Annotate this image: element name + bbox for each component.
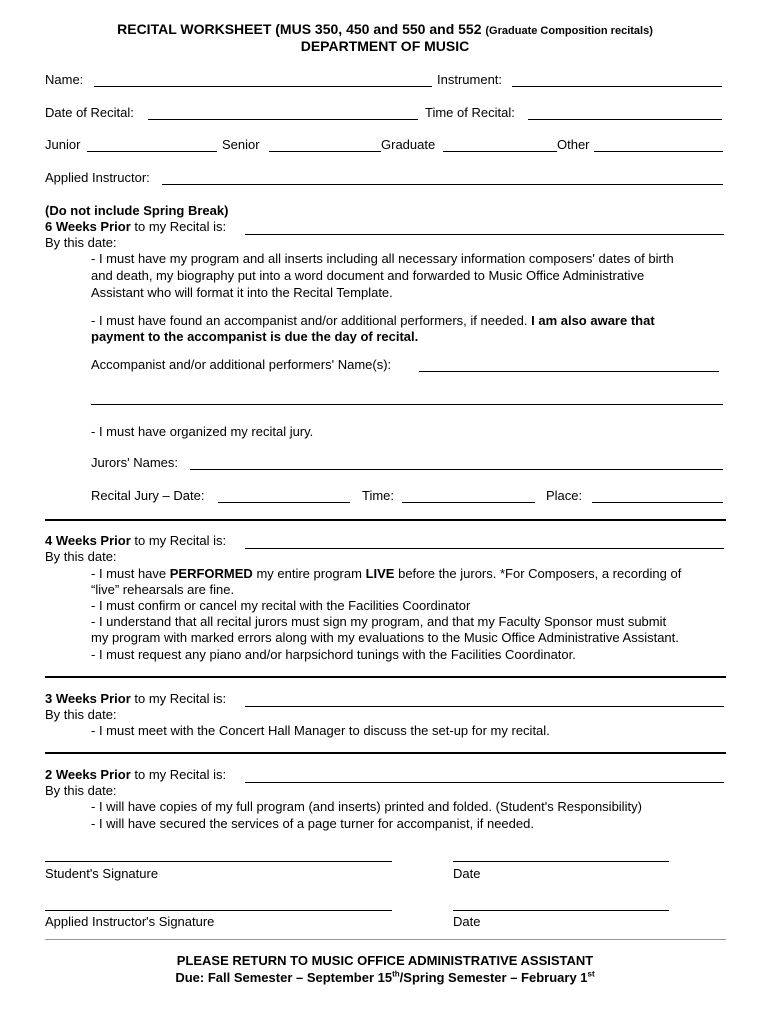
jury-date-field[interactable] bbox=[218, 502, 350, 503]
senior-label: Senior bbox=[222, 137, 260, 152]
two-weeks-item1: - I will have copies of my full program (and inserts) printed and folded. (Student's Responsibility) bbox=[91, 799, 642, 814]
four-weeks-heading bbox=[45, 533, 226, 549]
six-weeks-item2-line1 bbox=[91, 313, 655, 329]
instructor-date-field[interactable] bbox=[453, 910, 669, 911]
jury-place-field[interactable] bbox=[592, 502, 723, 503]
four-weeks-item1-d: LIVE bbox=[365, 566, 395, 581]
six-weeks-recital-is: to my Recital is: bbox=[134, 219, 227, 234]
six-weeks-prior: 6 Weeks Prior bbox=[45, 219, 131, 234]
section-divider bbox=[45, 752, 726, 754]
accompanist-label: Accompanist and/or additional performers' Name(s): bbox=[91, 357, 392, 372]
four-weeks-date-field[interactable] bbox=[245, 548, 724, 549]
jurors-field[interactable] bbox=[190, 469, 723, 470]
six-weeks-by-date: By this date: bbox=[45, 235, 117, 250]
time-of-recital-field[interactable] bbox=[528, 119, 722, 120]
due-spring: /Spring Semester – February 1 bbox=[399, 970, 588, 985]
title-text: RECITAL WORKSHEET (MUS 350, 450 and 550 and 552 bbox=[117, 21, 482, 37]
graduate-label: Graduate bbox=[381, 137, 436, 152]
two-weeks-item2: - I will have secured the services of a page turner for accompanist, if needed. bbox=[91, 816, 534, 831]
four-weeks-item1-line2: “live” rehearsals are fine. bbox=[91, 582, 235, 597]
six-weeks-item2-line2: payment to the accompanist is due the day of recital. bbox=[91, 329, 419, 344]
four-weeks-item1-line1 bbox=[91, 566, 681, 582]
four-weeks-item1-b: PERFORMED bbox=[169, 566, 253, 581]
two-weeks-recital-is: to my Recital is: bbox=[134, 767, 227, 782]
return-instructions: PLEASE RETURN TO MUSIC OFFICE ADMINISTRATIVE ASSISTANT bbox=[176, 953, 594, 968]
page-title bbox=[0, 21, 770, 39]
accompanist-field[interactable] bbox=[419, 371, 719, 372]
three-weeks-recital-is: to my Recital is: bbox=[134, 691, 227, 706]
title-note: (Graduate Composition recitals) bbox=[485, 25, 653, 37]
date-of-recital-label: Date of Recital: bbox=[45, 105, 134, 120]
four-weeks-prior: 4 Weeks Prior bbox=[45, 533, 131, 548]
two-weeks-prior: 2 Weeks Prior bbox=[45, 767, 131, 782]
section-divider bbox=[45, 676, 726, 678]
four-weeks-item2: - I must confirm or cancel my recital with the Facilities Coordinator bbox=[91, 598, 471, 613]
six-weeks-item2-text: - I must have found an accompanist and/or additional performers, if needed. bbox=[91, 313, 528, 328]
instrument-field[interactable] bbox=[512, 86, 722, 87]
three-weeks-heading bbox=[45, 691, 226, 707]
student-signature-label: Student's Signature bbox=[45, 866, 159, 881]
four-weeks-item1-e: before the jurors. *For Composers, a recording of bbox=[398, 566, 682, 581]
junior-field[interactable] bbox=[87, 151, 217, 152]
four-weeks-item3-line1: - I understand that all recital jurors must sign my program, and that my Faculty Sponsor must submit bbox=[91, 614, 667, 629]
three-weeks-date-field[interactable] bbox=[245, 706, 724, 707]
four-weeks-by-date: By this date: bbox=[45, 549, 117, 564]
four-weeks-item1-c: my entire program bbox=[256, 566, 362, 581]
jury-place-label: Place: bbox=[546, 488, 583, 503]
accompanist-field-2[interactable] bbox=[91, 404, 723, 405]
other-field[interactable] bbox=[594, 151, 723, 152]
four-weeks-item4: - I must request any piano and/or harpsichord tunings with the Facilities Coordinator. bbox=[91, 647, 576, 662]
section-divider bbox=[45, 519, 726, 521]
jury-date-label: Recital Jury – Date: bbox=[91, 488, 205, 503]
two-weeks-date-field[interactable] bbox=[245, 782, 724, 783]
two-weeks-heading bbox=[45, 767, 226, 783]
senior-field[interactable] bbox=[269, 151, 381, 152]
jury-time-field[interactable] bbox=[402, 502, 535, 503]
due-dates bbox=[0, 970, 770, 986]
student-date-label: Date bbox=[453, 866, 481, 881]
other-label: Other bbox=[557, 137, 590, 152]
student-date-field[interactable] bbox=[453, 861, 669, 862]
six-weeks-item1-line3: Assistant who will format it into the Recital Template. bbox=[91, 285, 393, 300]
department-title: DEPARTMENT OF MUSIC bbox=[300, 38, 470, 54]
name-label: Name: bbox=[45, 72, 84, 87]
junior-label: Junior bbox=[45, 137, 81, 152]
three-weeks-prior: 3 Weeks Prior bbox=[45, 691, 131, 706]
applied-instructor-label: Applied Instructor: bbox=[45, 170, 150, 185]
due-sup-st: st bbox=[587, 969, 595, 979]
jury-time-label: Time: bbox=[362, 488, 395, 503]
time-of-recital-label: Time of Recital: bbox=[425, 105, 515, 120]
six-weeks-item1-line2: and death, my biography put into a word document and forwarded to Music Office Administrative bbox=[91, 268, 645, 283]
due-sup-th: th bbox=[392, 969, 400, 979]
graduate-field[interactable] bbox=[443, 151, 557, 152]
six-weeks-item2-bold: I am also aware that bbox=[531, 313, 655, 328]
instructor-date-label: Date bbox=[453, 914, 481, 929]
instructor-signature-label: Applied Instructor's Signature bbox=[45, 914, 215, 929]
six-weeks-item1-line1: - I must have my program and all inserts including all necessary information composers' dates of birth bbox=[91, 251, 674, 266]
four-weeks-item3-line2: my program with marked errors along with my evaluations to the Music Office Administrative Assistant. bbox=[91, 630, 679, 645]
four-weeks-recital-is: to my Recital is: bbox=[134, 533, 227, 548]
six-weeks-item3: - I must have organized my recital jury. bbox=[91, 424, 314, 439]
three-weeks-by-date: By this date: bbox=[45, 707, 117, 722]
applied-instructor-field[interactable] bbox=[162, 184, 723, 185]
instrument-label: Instrument: bbox=[437, 72, 503, 87]
six-weeks-heading bbox=[45, 219, 226, 235]
footer-divider bbox=[45, 939, 726, 940]
six-weeks-date-field[interactable] bbox=[245, 234, 724, 235]
name-field[interactable] bbox=[94, 86, 432, 87]
jurors-label: Jurors' Names: bbox=[91, 455, 179, 470]
due-fall: Due: Fall Semester – September 15 bbox=[175, 970, 393, 985]
two-weeks-by-date: By this date: bbox=[45, 783, 117, 798]
three-weeks-item1: - I must meet with the Concert Hall Manager to discuss the set-up for my recital. bbox=[91, 723, 550, 738]
student-signature-field[interactable] bbox=[45, 861, 392, 862]
date-of-recital-field[interactable] bbox=[148, 119, 418, 120]
spring-break-note: (Do not include Spring Break) bbox=[45, 203, 229, 218]
instructor-signature-field[interactable] bbox=[45, 910, 392, 911]
four-weeks-item1-a: - I must have bbox=[91, 566, 167, 581]
